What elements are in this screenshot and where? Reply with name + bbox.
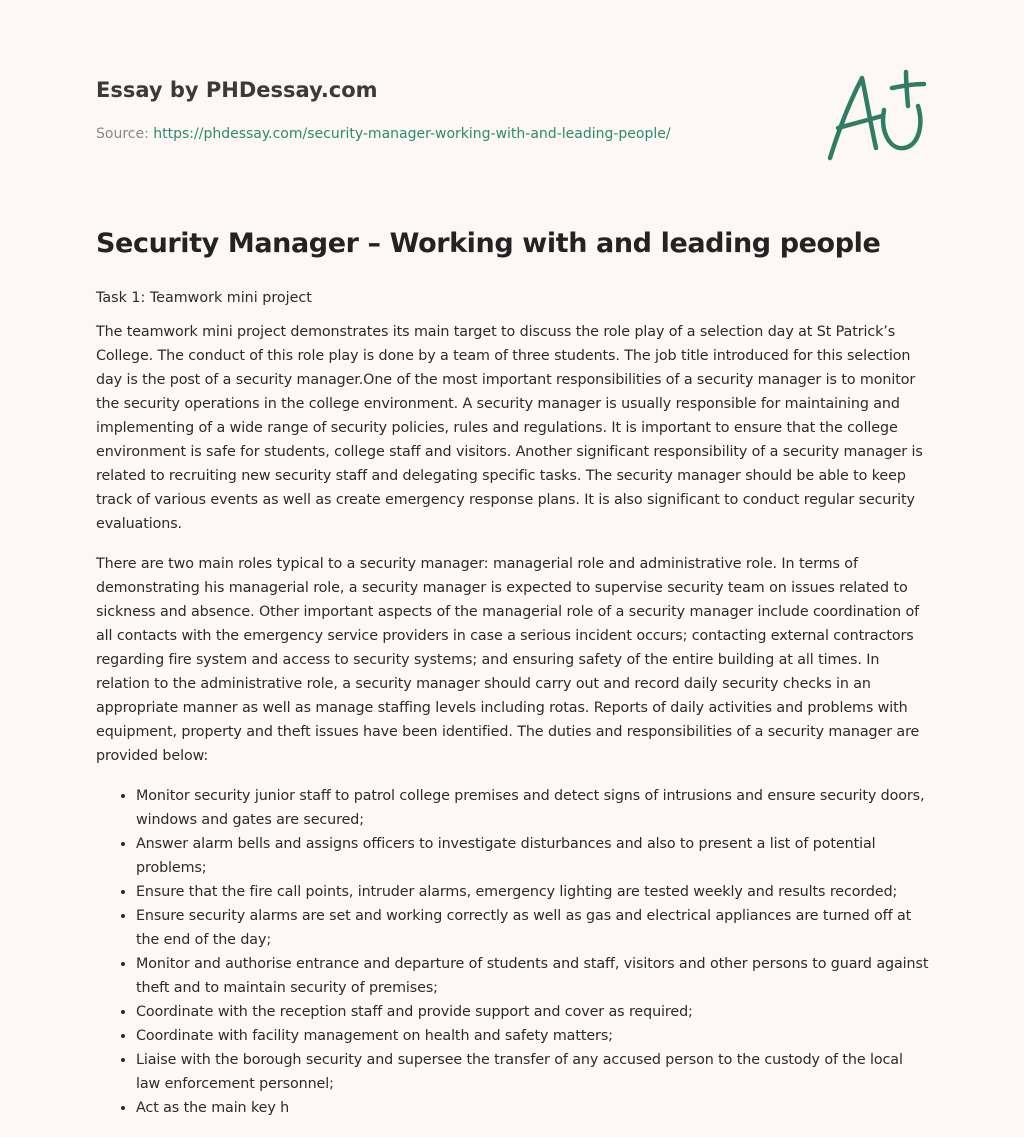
essay-article [96, 224, 930, 1120]
source-label: Source: [96, 126, 149, 142]
source-line [96, 124, 796, 144]
list-item: • Monitor and authorise entrance and departure of students and staff, visitors and other persons to guard against theft and to maintain security of premises; [136, 952, 930, 1000]
list-item: • Coordinate with the reception staff and provide support and cover as required; [136, 1000, 930, 1024]
source-link[interactable]: https://phdessay.com/security-manager-working-with-and-leading-people/ [153, 126, 671, 142]
list-item: • Ensure that the fire call points, intruder alarms, emergency lighting are tested weekly and results recorded; [136, 880, 930, 904]
task-heading: Task 1: Teamwork mini project [96, 290, 312, 306]
duties-list [96, 784, 930, 1120]
list-item: • Coordinate with facility management on health and safety matters; [136, 1024, 930, 1048]
list-item: • Act as the main key h [136, 1096, 930, 1120]
paragraph-2: There are two main roles typical to a security manager: managerial role and administrative role. In terms of demonstrating his managerial role, a security manager is expected to supervise security team on issues related to sickness and absence. Other important aspects of the managerial role of a security manager include coordination of all contacts with the emergency service providers in case a serious incident occurs; contacting external contractors regarding fire system and access to security systems; and ensuring safety of the entire building at all times. In relation to the administrative role, a security manager should carry out and record daily security checks in an appropriate manner as well as manage staffing levels including rotas. Reports of daily activities and problems with equipment, property and theft issues have been identified. The duties and responsibilities of a security manager are provided below: [96, 556, 920, 764]
page-header [96, 76, 796, 144]
paragraph-1: The teamwork mini project demonstrates its main target to discuss the role play of a selection day at St Patrick’s College. The conduct of this role play is done by a team of three students. The job title introduced for this selection day is the post of a security manager.One of the most important responsibilities of a security manager is to monitor the security operations in the college environment. A security manager is usually responsible for maintaining and implementing of a wide range of security policies, rules and regulations. It is important to ensure that the college environment is safe for students, college staff and visitors. Another significant responsibility of a security manager is related to recruiting new security staff and delegating specific tasks. The security manager should be able to keep track of various events as well as create emergency response plans. It is also significant to conduct regular security evaluations. [96, 324, 923, 532]
list-item: • Liaise with the borough security and supersee the transfer of any accused person to the custody of the local law enforcement personnel; [136, 1048, 930, 1096]
list-item: • Answer alarm bells and assigns officers to investigate disturbances and also to present a list of potential problems; [136, 832, 930, 880]
list-item: • Monitor security junior staff to patrol college premises and detect signs of intrusions and ensure security doors, windows and gates are secured; [136, 784, 930, 832]
site-brand: Essay by PHDessay.com [96, 78, 378, 102]
a-plus-logo-icon [820, 66, 930, 166]
list-item: • Ensure security alarms are set and working correctly as well as gas and electrical appliances are turned off at the end of the day; [136, 904, 930, 952]
essay-title: Security Manager – Working with and leading people [96, 228, 881, 259]
